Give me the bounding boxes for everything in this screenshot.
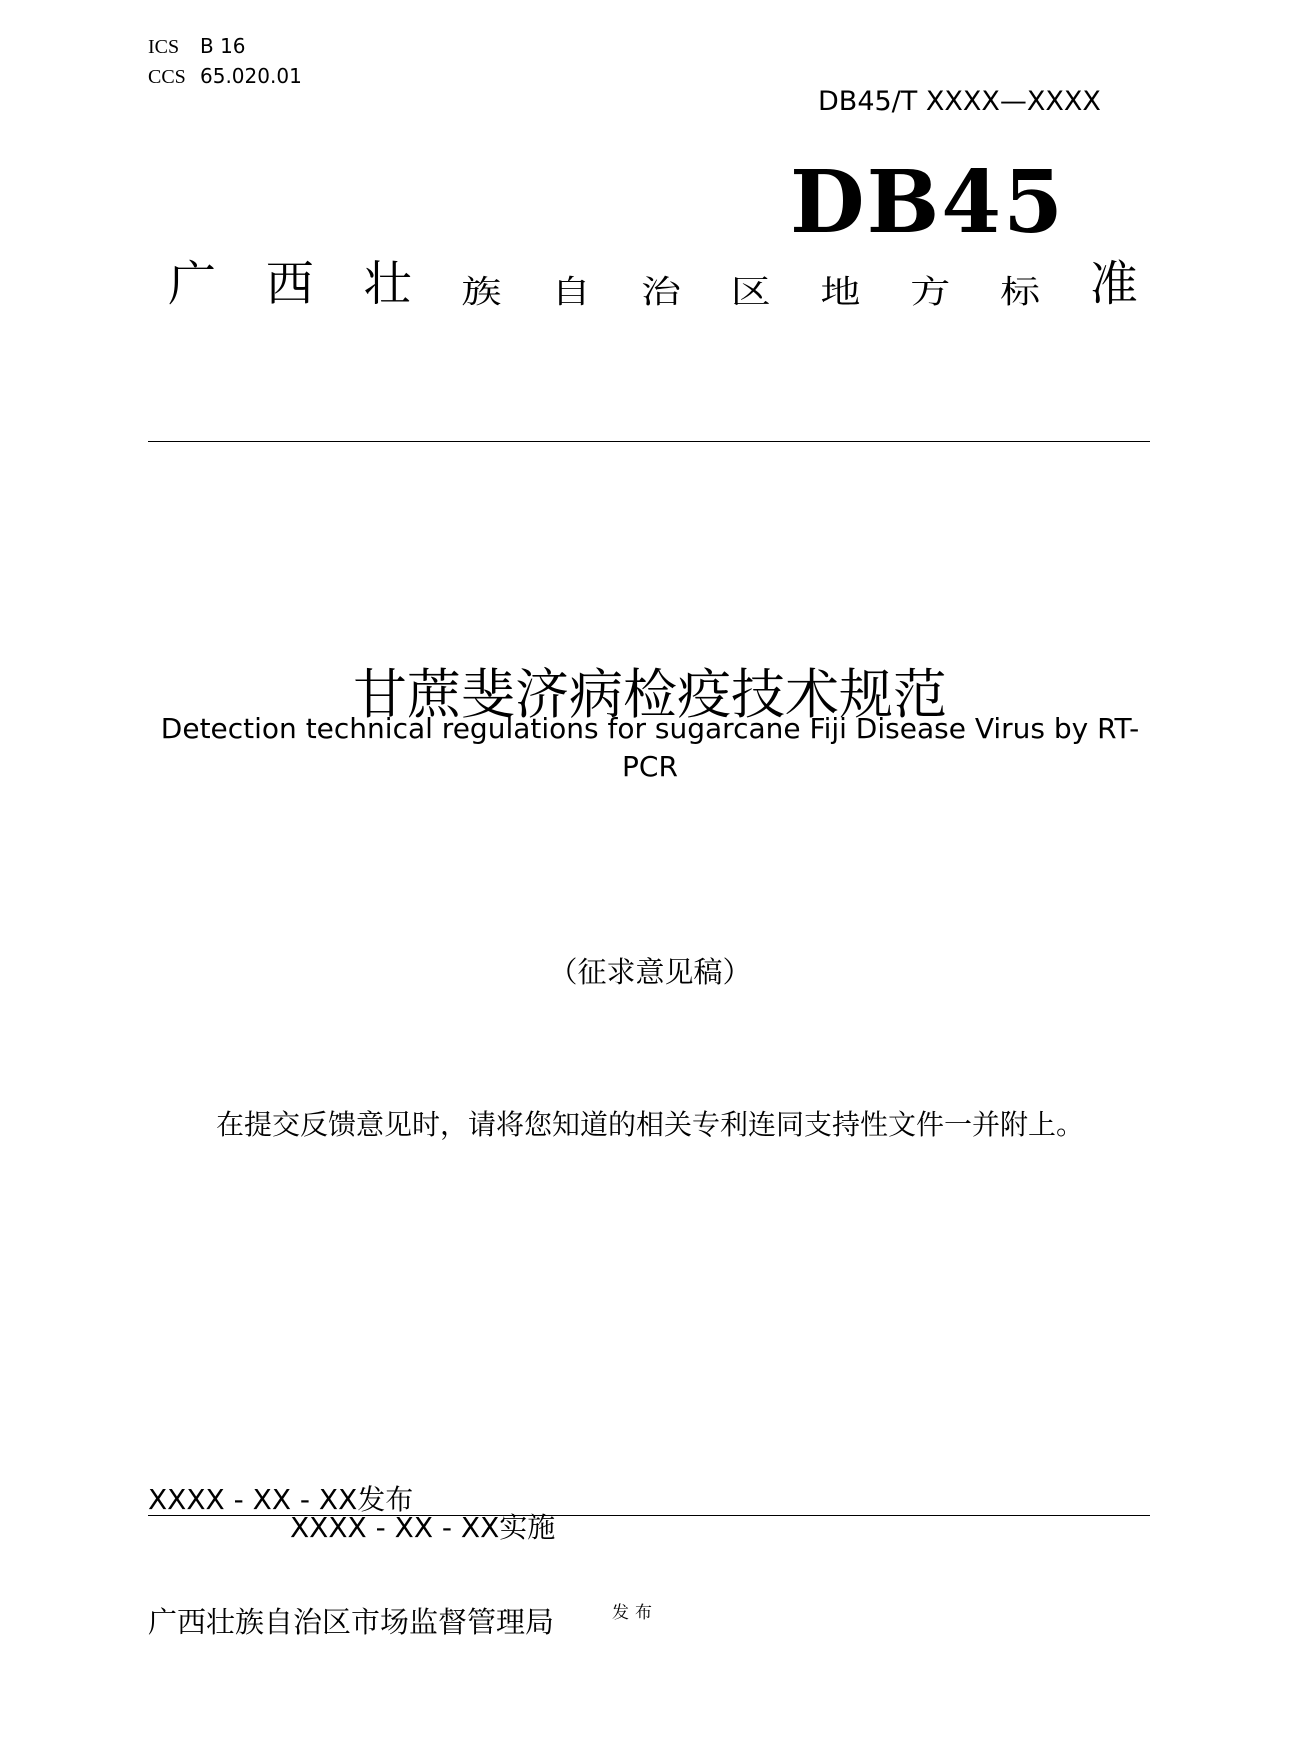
banner-char: 族 xyxy=(461,273,502,311)
banner-char: 西 xyxy=(265,256,314,312)
banner-char: 区 xyxy=(730,273,771,311)
ics-value: B 16 xyxy=(200,34,246,58)
ics-label: ICS xyxy=(148,36,180,58)
implement-date: XXXX - XX - XX实施 xyxy=(290,1511,556,1544)
banner-char: 治 xyxy=(640,273,681,311)
standard-type-banner xyxy=(168,238,1138,312)
draft-label: （征求意见稿） xyxy=(548,957,752,989)
banner-char: 壮 xyxy=(363,256,412,312)
banner-char: 方 xyxy=(910,273,951,311)
banner-char: 地 xyxy=(820,273,861,311)
patent-notice: 在提交反馈意见时，请将您知道的相关专利连同支持性文件一并附上。 xyxy=(215,1110,1084,1141)
issue-date: XXXX - XX - XX发布 xyxy=(148,1483,414,1516)
ccs-row xyxy=(148,64,302,89)
issue-word: 发布 xyxy=(612,1603,658,1623)
ccs-label: CCS xyxy=(148,66,186,88)
ccs-value: 65.020.01 xyxy=(200,64,302,88)
banner-char: 自 xyxy=(551,273,592,311)
banner-char: 广 xyxy=(168,256,217,312)
ics-row xyxy=(148,34,246,59)
db45-logo: DB45 xyxy=(790,152,1065,253)
header-divider xyxy=(148,441,1150,442)
standard-number: DB45/T XXXX—XXXX xyxy=(818,86,1101,117)
banner-char: 标 xyxy=(1000,273,1041,311)
banner-char: 准 xyxy=(1089,256,1138,312)
issuing-authority: 广西壮族自治区市场监督管理局 xyxy=(148,1605,555,1639)
title-english: Detection technical regulations for sugarcane Fiji Disease Virus by RT-PCR xyxy=(160,712,1140,783)
title-chinese: 甘蔗斐济病检疫技术规范 xyxy=(353,663,947,726)
